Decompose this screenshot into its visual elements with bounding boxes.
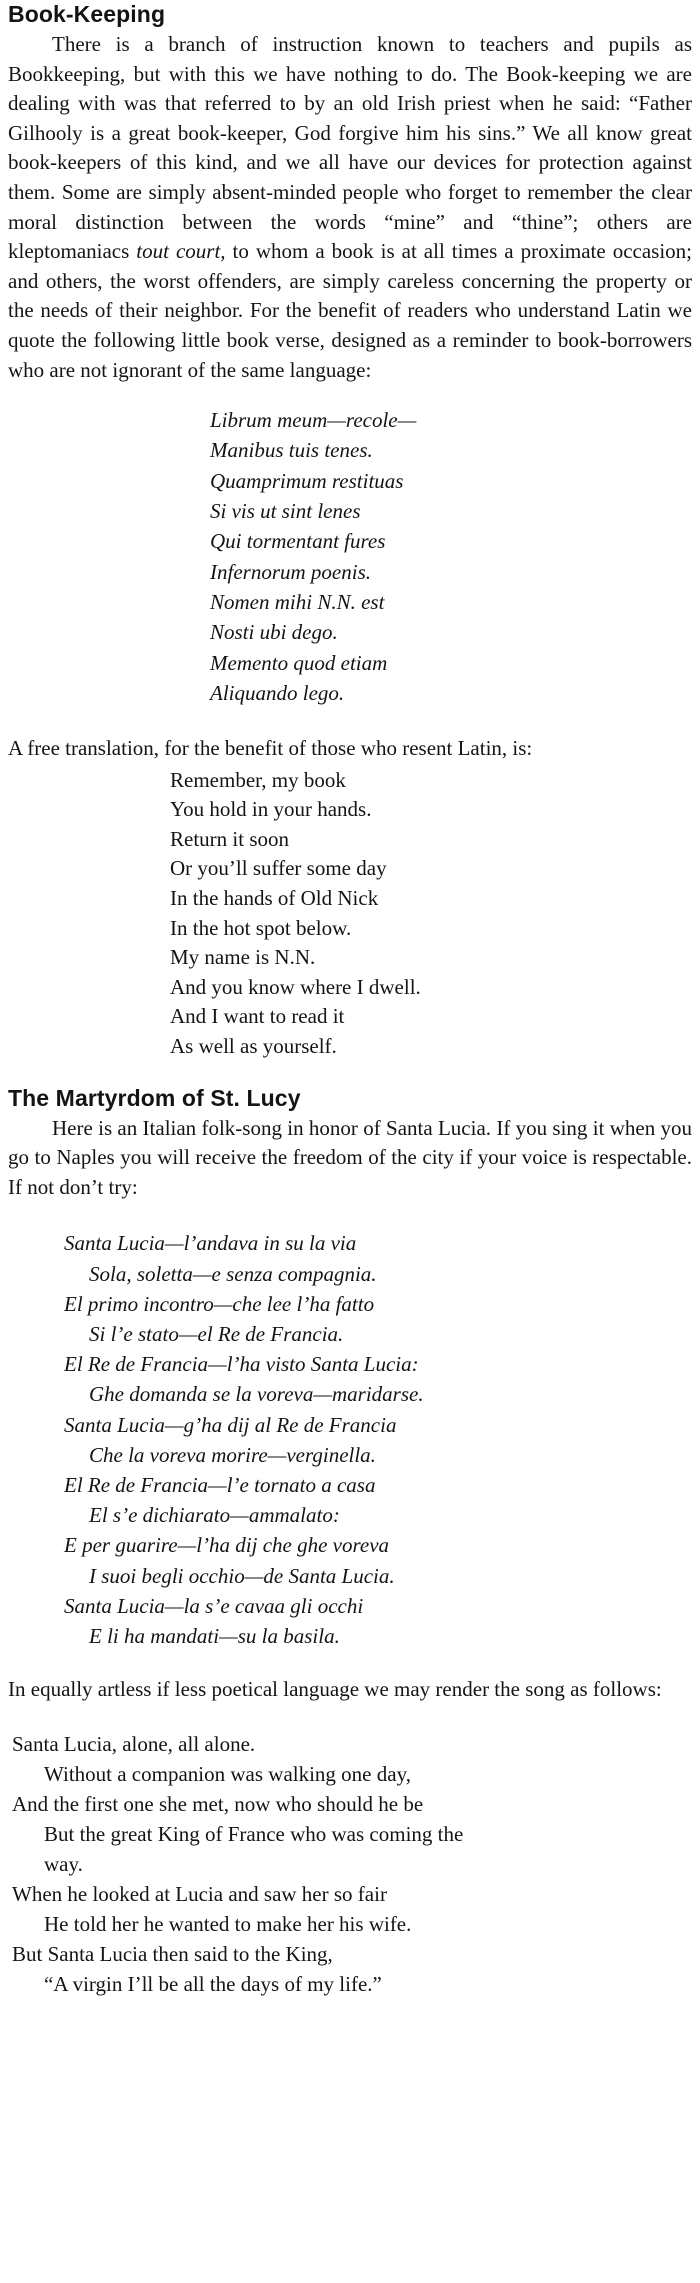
- paragraph-text: There is a branch of instruction known to teachers and pupils as Bookkeeping, but with this we have nothing to do. The Book-keeping we are dealing with was that referred to by an old Irish priest when he said: “Father Gilhooly is a great book-keeper, God forgive him his sins.” We all know great book-keepers of this kind, and we all have our devices for protection against them. Some are simply absent-minded people who forget to remember the clear moral distinction between the words “mine” and “thine”; others are kleptomaniacs: [8, 32, 692, 264]
- italic-phrase: tout court,: [136, 239, 226, 264]
- section-title: The Martyrdom of St. Lucy: [8, 1084, 301, 1111]
- section-title: Book-Keeping: [8, 1, 166, 27]
- verse-line: Infernorum poenis.: [210, 559, 371, 584]
- english-verse: [170, 766, 692, 1062]
- verse-line: And you know where I dwell.: [170, 974, 421, 999]
- verse-line: Aliquando lego.: [210, 680, 345, 705]
- verse-line: And I want to read it: [170, 1004, 345, 1029]
- english-song-verse: [12, 1729, 692, 1999]
- verse-line: Qui tormentant fures: [210, 529, 386, 554]
- verse-line: Si vis ut sint lenes: [210, 499, 361, 524]
- translation-intro: A free translation, for the benefit of those who resent Latin, is:: [8, 736, 533, 761]
- verse-line: El Re de Francia—l’ha visto Santa Lucia:: [64, 1352, 419, 1377]
- verse-line: He told her he wanted to make her his wife.: [44, 1911, 412, 1936]
- verse-line: Memento quod etiam: [210, 650, 388, 675]
- verse-line: E per guarire—l’ha dij che ghe voreva: [64, 1533, 390, 1558]
- verse-line: El s’e dichiarato—ammalato:: [89, 1503, 340, 1528]
- verse-line: Nomen mihi N.N. est: [210, 589, 385, 614]
- section-book-keeping: [8, 0, 692, 1062]
- verse-line: Return it soon: [170, 826, 289, 851]
- verse-line: way.: [44, 1851, 83, 1876]
- verse-line: When he looked at Lucia and saw her so fair: [12, 1881, 387, 1906]
- latin-verse: [210, 405, 692, 708]
- verse-line: “A virgin I’ll be all the days of my life.”: [44, 1971, 382, 1996]
- verse-line: Santa Lucia—g’ha dij al Re de Francia: [64, 1412, 397, 1437]
- verse-line: But Santa Lucia then said to the King,: [12, 1941, 333, 1966]
- verse-line: And the first one she met, now who should he be: [12, 1791, 424, 1816]
- verse-line: Without a companion was walking one day,: [44, 1761, 411, 1786]
- verse-line: Librum meum—recole—: [210, 408, 417, 433]
- paragraph-text-continued: to whom a book is at all times a proximate occasion; and others, the worst offenders, are simply careless concerning the property or the needs of their neighbor. For the benefit of readers who understand Latin we quote the following little book verse, designed as a reminder to book-borrowers who are not ignorant of the same language:: [8, 239, 693, 382]
- italian-verse: [64, 1228, 692, 1651]
- verse-line: You hold in your hands.: [170, 797, 372, 822]
- verse-line: El Re de Francia—l’e tornato a casa: [64, 1473, 376, 1498]
- verse-line: Santa Lucia—l’andava in su la via: [64, 1231, 357, 1256]
- verse-line: Or you’ll suffer some day: [170, 856, 387, 881]
- verse-line: Ghe domanda se la voreva—maridarse.: [89, 1382, 424, 1407]
- verse-line: Remember, my book: [170, 767, 346, 792]
- verse-line: Nosti ubi dego.: [210, 620, 338, 645]
- rendering-intro: In equally artless if less poetical language we may render the song as follows:: [8, 1677, 662, 1702]
- verse-line: As well as yourself.: [170, 1034, 337, 1059]
- verse-line: Sola, soletta—e senza compagnia.: [89, 1261, 377, 1286]
- verse-line: Manibus tuis tenes.: [210, 438, 373, 463]
- verse-line: Si l’e stato—el Re de Francia.: [89, 1322, 344, 1347]
- verse-line: Quamprimum restituas: [210, 468, 404, 493]
- section-martyrdom-st-lucy: [8, 1084, 692, 1999]
- intro-paragraph: Here is an Italian folk-song in honor of Santa Lucia. If you sing it when you go to Naples you will receive the freedom of the city if your voice is respectable. If not don’t try:: [8, 1115, 692, 1199]
- verse-line: El primo incontro—che lee l’ha fatto: [64, 1291, 375, 1316]
- verse-line: I suoi begli occhio—de Santa Lucia.: [89, 1563, 395, 1588]
- verse-line: Che la voreva morire—verginella.: [89, 1442, 376, 1467]
- verse-line: My name is N.N.: [170, 945, 316, 970]
- verse-line: In the hands of Old Nick: [170, 886, 379, 911]
- verse-line: E li ha mandati—su la basila.: [89, 1624, 340, 1649]
- verse-line: Santa Lucia, alone, all alone.: [12, 1731, 256, 1756]
- intro-paragraph: [8, 30, 692, 385]
- verse-line: But the great King of France who was coming the: [44, 1821, 464, 1846]
- verse-line: Santa Lucia—la s’e cavaa gli occhi: [64, 1593, 364, 1618]
- verse-line: In the hot spot below.: [170, 915, 352, 940]
